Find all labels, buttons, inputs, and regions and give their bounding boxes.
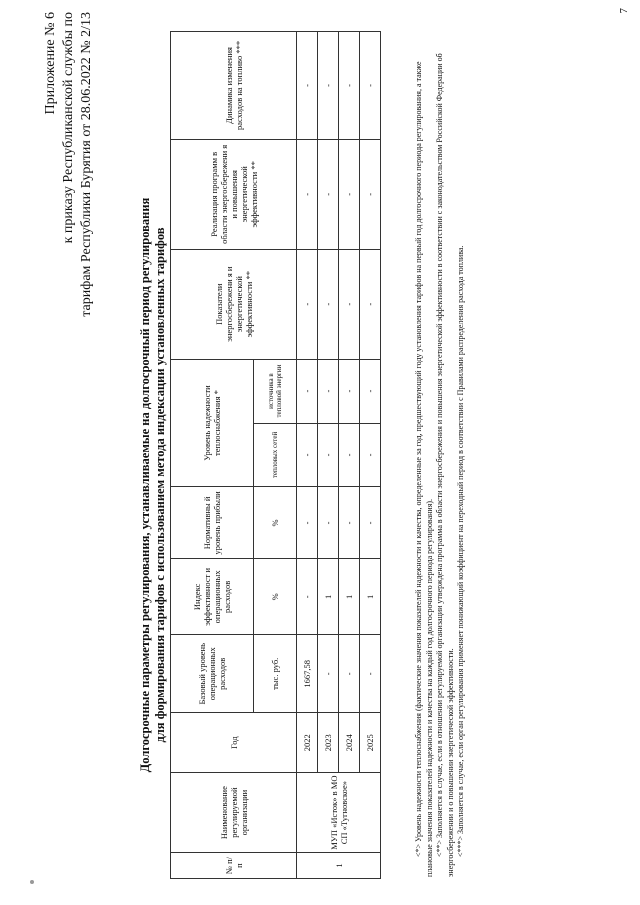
- cell-rel-networks: -: [297, 423, 318, 487]
- cell-energy: -: [360, 249, 381, 359]
- footnote-reliability: <*> Уровень надежности теплоснабжения (фактические значения показателей надежности и качества, определенные за год, предшествующий году установления тарифов на первый год долгосрочного периода регулирования, а также плановые значения показателей надежности и качества на каждый год долгосрочного периода регулирования).: [414, 61, 434, 877]
- footnote-energy: <**> Заполняется в случае, если в отношении регулируемой организации утверждена программа в области энергосбережения и повышения энергетической эффективности в соответствии с законодательством Российской Федерации об энергосбережении и о повышении энергетической эффективности.: [435, 53, 455, 877]
- cell-year: 2024: [339, 713, 360, 773]
- org-name: МУП «Исток» в МО СП «Тугновское»: [297, 773, 381, 853]
- cell-energy: -: [297, 249, 318, 359]
- header-profit: Нормативны й уровень прибыли: [171, 487, 254, 559]
- cell-index: -: [297, 559, 318, 635]
- row-number: 1: [297, 853, 381, 879]
- cell-rel-networks: -: [360, 423, 381, 487]
- cell-rel-source: -: [339, 359, 360, 423]
- cell-rel-source: -: [297, 359, 318, 423]
- header-base: Базовый уровень операционных расходов: [171, 635, 254, 713]
- cell-year: 2025: [360, 713, 381, 773]
- cell-fuel: -: [297, 32, 318, 140]
- header-energy: Показатели энергосбережени я и энергетической эффективности **: [171, 249, 297, 359]
- appendix-line-1: Приложение № 6: [43, 12, 58, 115]
- cell-base: 1667,58: [297, 635, 318, 713]
- cell-year: 2023: [318, 713, 339, 773]
- table-row: [360, 32, 381, 879]
- cell-index: 1: [318, 559, 339, 635]
- cell-profit: -: [339, 487, 360, 559]
- footnotes: [414, 31, 467, 877]
- cell-fuel: -: [318, 32, 339, 140]
- cell-program: -: [360, 139, 381, 249]
- header-rel-networks: тепловых сетей: [254, 423, 297, 487]
- cell-base: -: [360, 635, 381, 713]
- table-row: [297, 32, 318, 879]
- document-title: [138, 185, 168, 785]
- unit-base: тыс. руб.: [254, 635, 297, 713]
- header-num: № п/п: [171, 853, 297, 879]
- table-row: [339, 32, 360, 879]
- table-row: [318, 32, 339, 879]
- cell-profit: -: [297, 487, 318, 559]
- page-number: 7: [618, 8, 630, 14]
- cell-index: 1: [339, 559, 360, 635]
- header-fuel: Динамика изменения расходов на топливо ***: [171, 32, 297, 140]
- footnote-fuel: <***> Заполняется в случае, если орган регулирования применяет понижающий коэффициент на переходный период в соответствии с Правилами распределения расхода топлива.: [456, 245, 465, 857]
- cell-program: -: [339, 139, 360, 249]
- title-line-2: для формирования тарифов с использованием метода индексации установленных тарифов: [153, 227, 167, 743]
- cell-fuel: -: [360, 32, 381, 140]
- unit-profit: %: [254, 487, 297, 559]
- header-program: Реализация программ в области энергосбережени я и повышения энергетической эффективности **: [171, 139, 297, 249]
- cell-rel-networks: -: [339, 423, 360, 487]
- cell-profit: -: [318, 487, 339, 559]
- cell-energy: -: [318, 249, 339, 359]
- cell-base: -: [318, 635, 339, 713]
- appendix-header: [42, 12, 96, 432]
- parameters-table: [170, 31, 381, 879]
- unit-index: %: [254, 559, 297, 635]
- header-reliability: Уровень надежности теплоснабжения *: [171, 359, 254, 487]
- cell-profit: -: [360, 487, 381, 559]
- cell-energy: -: [339, 249, 360, 359]
- title-line-1: Долгосрочные параметры регулирования, устанавливаемые на долгосрочный период регулирования: [138, 197, 152, 773]
- cell-year: 2022: [297, 713, 318, 773]
- header-index: Индекс эффективност и операционных расходов: [171, 559, 254, 635]
- cell-program: -: [318, 139, 339, 249]
- header-rel-source: источника в тепловой энергии: [254, 359, 297, 423]
- cell-rel-source: -: [318, 359, 339, 423]
- cell-index: 1: [360, 559, 381, 635]
- scan-mark: [30, 880, 34, 884]
- appendix-line-2: к приказу Республиканской службы по: [61, 12, 76, 244]
- cell-base: -: [339, 635, 360, 713]
- appendix-line-3: тарифам Республики Бурятия от 28.06.2022 № 2/13: [79, 12, 94, 317]
- header-year: Год: [171, 713, 297, 773]
- cell-rel-source: -: [360, 359, 381, 423]
- cell-rel-networks: -: [318, 423, 339, 487]
- header-org: Наименование регулируемой организации: [171, 773, 297, 853]
- cell-fuel: -: [339, 32, 360, 140]
- cell-program: -: [297, 139, 318, 249]
